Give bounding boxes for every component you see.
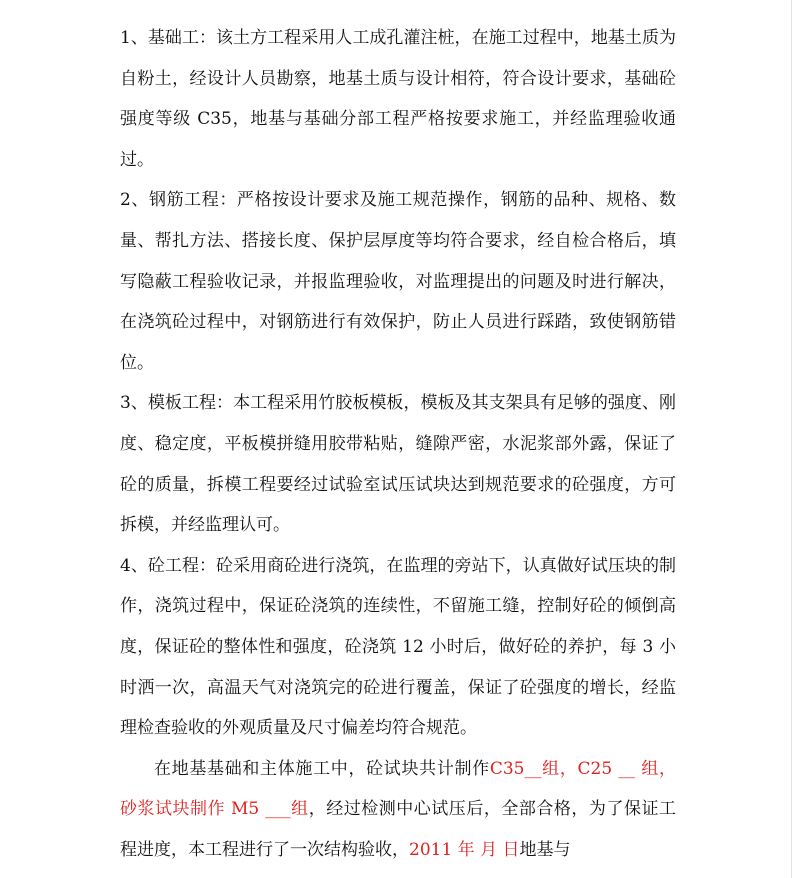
paragraph-summary: [120, 749, 676, 871]
summary-text-3: 地基与: [519, 839, 571, 860]
summary-date: 2011 年 月 日: [409, 839, 520, 860]
paragraph-concrete: 4、砼工程：砼采用商砼进行浇筑，在监理的旁站下，认真做好试压块的制作，浇筑过程中，保证砼浇筑的连续性，不留施工缝，控制好砼的倾倒高度，保证砼的整体性和强度，砼浇筑 12 小时后，做好砼的养护，每 3 小时洒一次，高温天气对浇筑完的砼进行覆盖，保证了砼强度的增长，经监理检查验收的外观质量及尺寸偏差均符合规范。: [120, 555, 676, 739]
paragraph-formwork: 3、模板工程：本工程采用竹胶板模板，模板及其支架具有足够的强度、刚度、稳定度，平板模拼缝用胶带粘贴，缝隙严密，水泥浆部外露，保证了砼的质量，拆模工程要经过试验室试压试块达到规范要求的砼强度，方可拆模，并经监理认可。: [120, 393, 676, 536]
paragraph-foundation: 1、基础工：该土方工程采用人工成孔灌注桩，在施工过程中，地基土质为自粉土，经设计人员勘察，地基土质与设计相符，符合设计要求，基础砼强度等级 C35，地基与基础分部工程严格按要求施工，并经监理验收通过。: [120, 28, 676, 170]
document-body: [120, 18, 676, 870]
summary-text-2: ，经过检测中心试压后，全部合格，为了保证工程进度，本工程进行了一次结构验收，: [120, 799, 676, 860]
summary-specimen-counts: C35__组，C25 __ 组，砂浆试块制作 M5 ___组: [120, 758, 677, 820]
paragraph-rebar: 2、钢筋工程：严格按设计要求及施工规范操作，钢筋的品种、规格、数量、帮扎方法、搭接长度、保护层厚度等均符合要求，经自检合格后，填写隐蔽工程验收记录，并报监理验收，对监理提出的问题及时进行解决，在浇筑砼过程中，对钢筋进行有效保护，防止人员进行踩踏，致使钢筋错位。: [120, 190, 676, 373]
summary-text-1: 在地基基础和主体施工中，砼试块共计制作: [154, 758, 490, 779]
